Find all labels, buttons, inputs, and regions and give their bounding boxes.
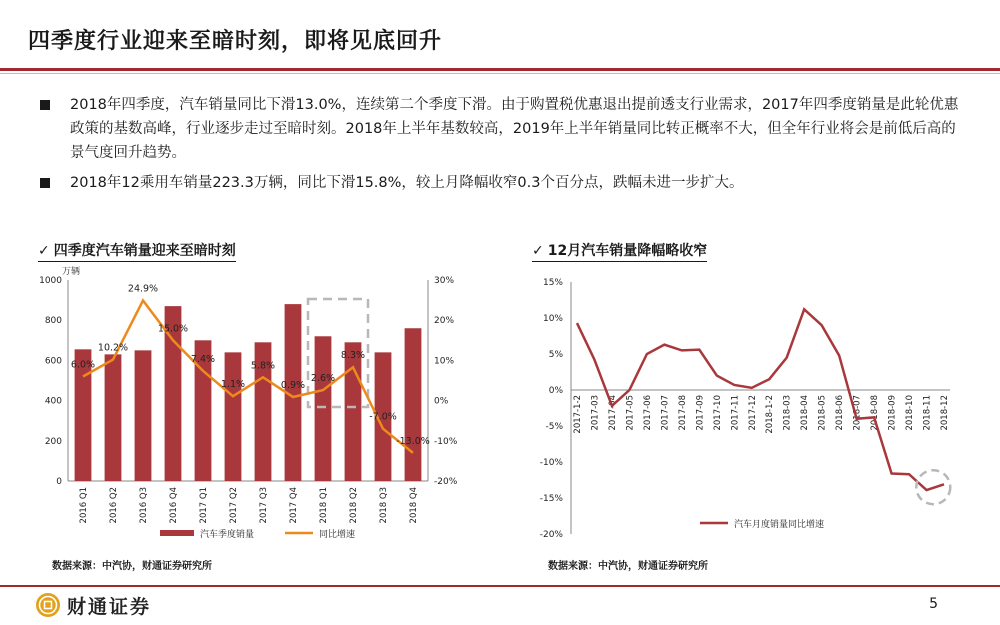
x-tick-label: 2017-12 <box>747 395 758 431</box>
growth-line <box>83 301 413 453</box>
y-tick-label: -10% <box>539 458 563 468</box>
y2-tick-label: 10% <box>434 356 455 367</box>
right-chart-title <box>532 240 707 262</box>
page-title: 四季度行业迎来至暗时刻，即将见底回升 <box>28 29 443 54</box>
bullet-item <box>40 93 970 165</box>
x-tick-label: 2016 Q4 <box>169 487 179 524</box>
x-tick-label: 2017-04 <box>607 395 618 431</box>
x-tick-label: 2016 Q3 <box>139 487 149 524</box>
y2-tick-label: -10% <box>434 436 458 447</box>
x-tick-label: 2018 Q2 <box>349 487 359 524</box>
x-tick-label: 2018 Q1 <box>319 487 329 524</box>
bar <box>345 342 362 481</box>
data-label: 24.9% <box>127 283 159 295</box>
source-note-left: 数据来源：中汽协，财通证券研究所 <box>52 561 212 572</box>
y-tick-label: 800 <box>44 316 62 327</box>
bar <box>405 328 422 481</box>
x-tick-label: 2018-03 <box>782 395 793 431</box>
legend-swatch-bar <box>160 530 194 536</box>
y-tick-label: 5% <box>548 350 563 360</box>
x-tick-label: 2017-06 <box>642 395 653 431</box>
bullet-text: 2018年四季度，汽车销量同比下滑13.0%，连续第二个季度下滑。由于购置税优惠退出提前透支行业需求，2017年四季度销量是此轮优惠政策的基数高峰，行业逐步走过至暗时刻。2018年上半年基数较高，2019年上半年销量同比转正概率不大，但全年行业将会是前低后高的景气度回升趋势。 <box>70 97 959 161</box>
x-tick-label: 2017-10 <box>712 395 723 431</box>
legend-label: 汽车月度销量同比增速 <box>734 520 825 530</box>
left-chart-title <box>38 240 236 262</box>
legend-label: 汽车季度销量 <box>200 530 255 540</box>
data-label: 1.1% <box>220 379 246 391</box>
x-tick-label: 2018 Q3 <box>379 487 389 524</box>
bar <box>135 350 152 481</box>
bullet-item <box>40 171 970 195</box>
data-label: 2.6% <box>310 373 336 385</box>
y-tick-label: 600 <box>44 356 62 367</box>
x-tick-label: 2017-05 <box>625 395 636 431</box>
x-tick-label: 2017-09 <box>695 395 706 431</box>
data-label: 6.0% <box>70 359 96 371</box>
y-tick-label: 10% <box>542 314 563 324</box>
data-label: -13.0% <box>396 435 430 447</box>
x-tick-label: 2016 Q2 <box>109 487 119 524</box>
x-tick-label: 2018-07 <box>852 395 863 431</box>
x-tick-label: 2017 Q4 <box>289 487 299 524</box>
bullet-text: 2018年12乘用车销量223.3万辆，同比下滑15.8%，较上月降幅收窄0.3个百分点，跌幅未进一步扩大。 <box>70 175 744 191</box>
y-tick-label: -20% <box>539 530 563 540</box>
x-tick-label: 2017-11 <box>730 395 741 431</box>
coin-logo-icon <box>35 592 61 618</box>
y-tick-label: 0 <box>56 477 62 487</box>
check-icon: ✓ <box>38 243 50 259</box>
y-tick-label: 200 <box>44 436 62 447</box>
x-tick-label: 2018-09 <box>887 395 898 431</box>
source-note-right: 数据来源：中汽协，财通证券研究所 <box>548 561 708 572</box>
x-tick-label: 2018-10 <box>905 395 916 431</box>
x-tick-label: 2017 Q3 <box>259 487 269 524</box>
title-divider-thin <box>0 73 1000 74</box>
y2-tick-label: 30% <box>434 276 455 286</box>
data-label: -7.0% <box>369 411 397 423</box>
x-tick-label: 2016 Q1 <box>79 487 89 524</box>
y-tick-label: 15% <box>542 278 563 288</box>
data-label: 7.4% <box>190 353 216 365</box>
bar <box>315 336 332 481</box>
x-tick-label: 2017-07 <box>660 395 671 431</box>
data-label: 8.3% <box>340 350 366 362</box>
x-tick-label: 2018-08 <box>870 395 881 431</box>
x-tick-label: 2017-08 <box>677 395 688 431</box>
data-label: 15.0% <box>157 323 189 335</box>
left-chart <box>30 262 470 552</box>
bar <box>225 352 242 481</box>
x-tick-label: 2017 Q1 <box>199 487 209 524</box>
x-tick-label: 2018 Q4 <box>409 487 419 524</box>
x-tick-label: 2018-11 <box>922 395 933 431</box>
bullet-list <box>40 93 970 201</box>
data-label: 5.8% <box>250 360 276 372</box>
y-axis-unit: 万辆 <box>62 267 81 277</box>
data-label: 10.2% <box>97 342 129 354</box>
footer-divider <box>0 585 1000 587</box>
data-label: 0.9% <box>280 379 306 391</box>
y-tick-label: 0% <box>548 386 563 396</box>
x-tick-label: 2017-03 <box>590 395 601 431</box>
legend-label: 同比增速 <box>319 530 356 540</box>
y2-tick-label: 20% <box>434 316 455 327</box>
x-tick-label: 2018-04 <box>800 395 811 431</box>
right-chart <box>525 262 965 552</box>
title-divider <box>0 68 1000 71</box>
company-logo <box>35 592 151 618</box>
x-tick-label: 2018-05 <box>817 395 828 431</box>
y-tick-label: 400 <box>44 396 62 407</box>
y-tick-label: -15% <box>539 494 563 504</box>
left-chart-title-text: 四季度汽车销量迎来至暗时刻 <box>53 243 236 259</box>
x-tick-label: 2018-06 <box>835 395 846 431</box>
x-tick-label: 2017-1-2 <box>573 395 583 434</box>
square-bullet-icon <box>40 178 50 188</box>
right-chart-title-text: 12月汽车销量降幅略收窄 <box>547 243 708 259</box>
y2-tick-label: -20% <box>434 477 458 487</box>
x-tick-label: 2018-12 <box>940 395 950 431</box>
y-tick-label: -5% <box>545 422 563 432</box>
x-tick-label: 2017 Q2 <box>229 487 239 524</box>
bar <box>105 354 122 481</box>
logo-text: 财通证券 <box>67 595 152 618</box>
check-icon: ✓ <box>532 243 544 259</box>
square-bullet-icon <box>40 100 50 110</box>
page-number: 5 <box>929 596 938 612</box>
y-tick-label: 1000 <box>39 276 62 286</box>
x-tick-label: 2018-1-2 <box>765 395 776 434</box>
y2-tick-label: 0% <box>434 396 449 407</box>
